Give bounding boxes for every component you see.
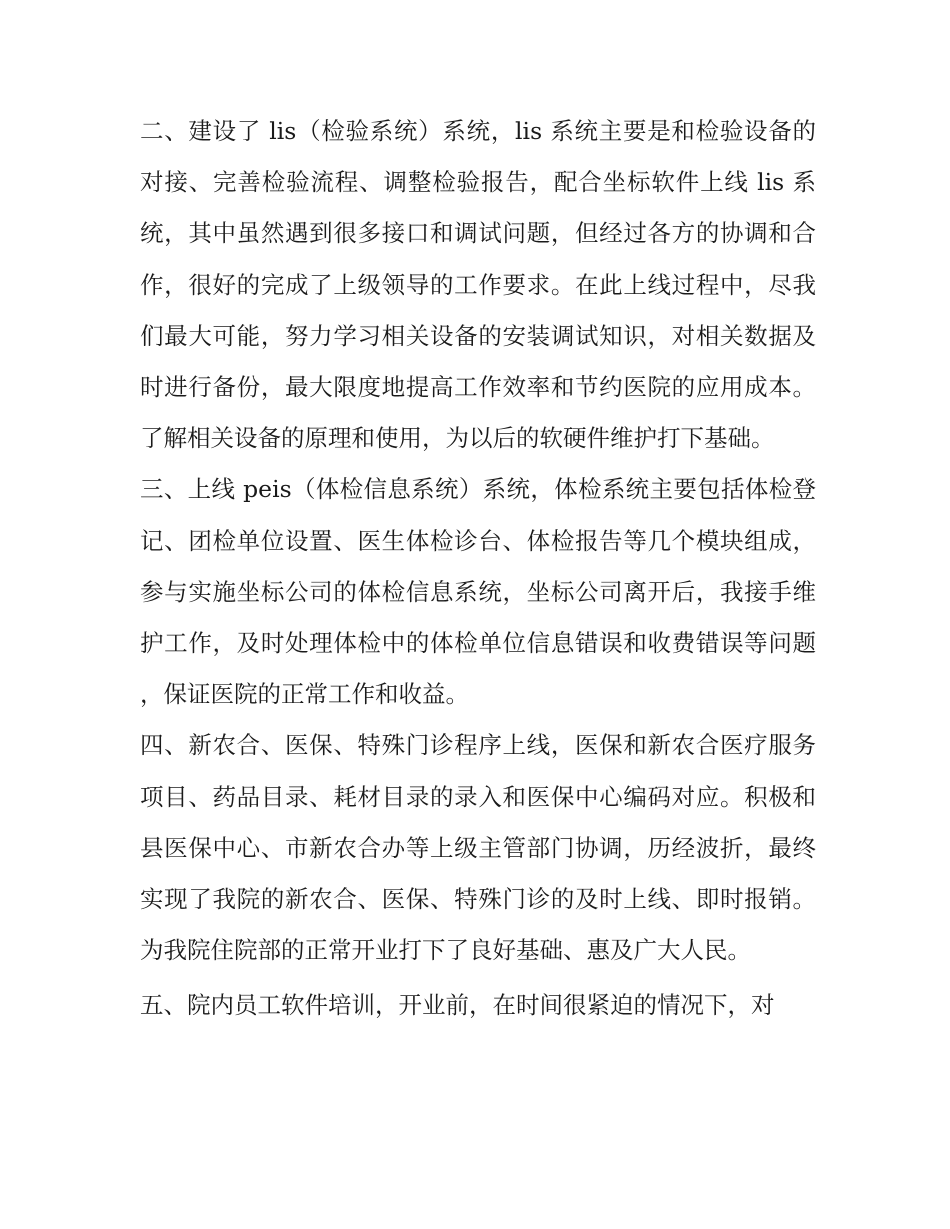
paragraph-insurance-programs: 四、新农合、医保、特殊门诊程序上线，医保和新农合医疗服务项目、药品目录、耗材目录的录入和医保中心编码对应。积极和县医保中心、市新农合办等上级主管部门协调，历经波折，最终实现了我院的新农合、医保、特殊门诊的及时上线、即时报销。为我院住院部的正常开业打下了良好基础、惠及广大人民。 (140, 731, 816, 965)
paragraph-lis-system: 二、建设了 lis（检验系统）系统，lis 系统主要是和检验设备的对接、完善检验流程、调整检验报告，配合坐标软件上线 lis 系统，其中虽然遇到很多接口和调试问题，但经过各方的协调和合作，很好的完成了上级领导的工作要求。在此上线过程中，尽我们最大可能，努力学习相关设备的安装调试知识，对相关数据及时进行备份，最大限度地提高工作效率和节约医院的应用成本。了解相关设备的原理和使用，为以后的软硬件维护打下基础。 (140, 117, 816, 453)
paragraph-staff-training: 五、院内员工软件培训，开业前，在时间很紧迫的情况下，对 (140, 991, 775, 1020)
document-body (140, 106, 816, 1032)
paragraph-peis-system: 三、上线 peis（体检信息系统）系统，体检系统主要包括体检登记、团检单位设置、医生体检诊台、体检报告等几个模块组成，参与实施坐标公司的体检信息系统，坐标公司离开后，我接手维护工作，及时处理体检中的体检单位信息错误和收费错误等问题，保证医院的正常工作和收益。 (140, 475, 816, 709)
